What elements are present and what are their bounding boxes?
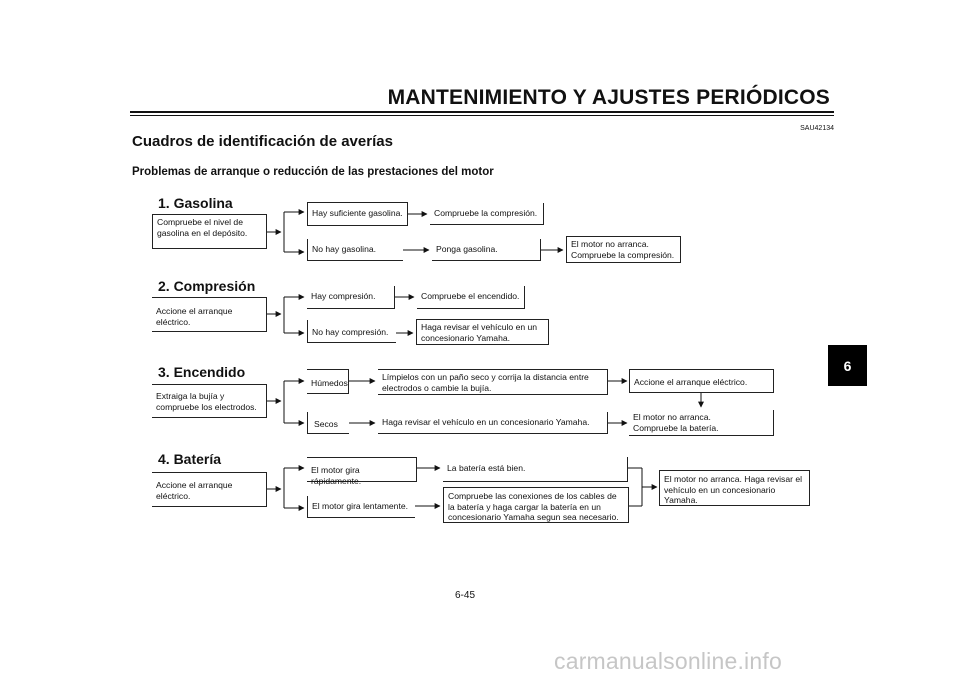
g3-start-box xyxy=(152,384,267,418)
g4-slow-next-line: la batería y haga cargar la batería en un xyxy=(448,501,601,512)
g2-start-line: eléctrico. xyxy=(156,316,191,327)
g4-fast-next-box xyxy=(443,457,628,482)
g3-dry-label: Secos xyxy=(314,419,338,429)
g4-slow-box xyxy=(307,496,415,518)
g1-no-box xyxy=(307,239,403,261)
g3-start-line: compruebe los electrodos. xyxy=(156,401,257,412)
section-title: Cuadros de identificación de averías xyxy=(132,133,393,150)
g3-wet-box xyxy=(307,369,349,394)
g4-start-line: Accione el arranque xyxy=(156,480,233,490)
g3-final-box xyxy=(629,410,774,436)
g2-start-line: Accione el arranque xyxy=(156,306,233,316)
g1-result-line: El motor no arranca. xyxy=(571,239,649,249)
g4-fast-next-label: La batería está bien. xyxy=(447,463,526,473)
g4-start-line: eléctrico. xyxy=(156,490,191,501)
g3-final-line: Compruebe la batería. xyxy=(633,422,719,433)
g4-result-box xyxy=(659,470,810,506)
g3-final-line: El motor no arranca. xyxy=(633,412,711,422)
g1-yes-next-label: Compruebe la compresión. xyxy=(434,208,538,218)
g4-result-line: Yamaha. xyxy=(664,495,698,505)
group-title-encendido: 3. Encendido xyxy=(158,364,246,380)
g3-wet-label: Húmedos xyxy=(311,378,348,388)
g2-no-next-line: concesionario Yamaha. xyxy=(421,332,511,343)
g1-start-box xyxy=(152,214,267,249)
g3-wet-result-label: Accione el arranque eléctrico. xyxy=(634,377,748,387)
g2-start-box xyxy=(152,297,267,332)
page-number: 6-45 xyxy=(455,590,476,601)
g1-yes-next-box xyxy=(430,203,544,225)
g3-wet-next-line: Límpielos con un paño seco y corrija la distancia entre xyxy=(382,372,589,382)
g1-no-next-box xyxy=(432,239,541,261)
g4-result-line: El motor no arranca. Haga revisar el xyxy=(664,474,803,484)
g4-slow-next-line: Compruebe las conexiones de los cables de xyxy=(448,491,617,501)
watermark: carmanualsonline.info xyxy=(554,648,782,674)
chapter-tab: 6 xyxy=(828,345,867,386)
g2-yes-label: Hay compresión. xyxy=(311,291,376,301)
g2-yes-next-label: Compruebe el encendido. xyxy=(421,291,520,301)
group-title-compresion: 2. Compresión xyxy=(158,278,256,294)
section-subtitle: Problemas de arranque o reducción de las prestaciones del motor xyxy=(132,166,494,178)
g4-fast-label: El motor gira rápidamente. xyxy=(311,465,362,486)
g3-start-line: Extraiga la bujía y xyxy=(156,391,225,401)
group-title-gasolina: 1. Gasolina xyxy=(158,195,233,211)
g2-no-label: No hay compresión. xyxy=(312,327,389,337)
g1-result-line: Compruebe la compresión. xyxy=(571,249,675,260)
g4-slow-next-line: concesionario Yamaha segun sea necesario. xyxy=(448,512,619,522)
reference-code: SAU42134 xyxy=(800,125,834,132)
g1-yes-label: Hay suficiente gasolina. xyxy=(312,208,403,218)
g3-dry-box xyxy=(307,412,349,434)
g1-start-line: gasolina en el depósito. xyxy=(157,227,248,238)
group-title-bateria: 4. Batería xyxy=(158,451,222,467)
g4-slow-label: El motor gira lentamente. xyxy=(312,501,409,511)
g4-slow-next-box xyxy=(443,487,629,523)
g3-wet-next-box xyxy=(378,369,608,395)
g2-no-box xyxy=(307,320,396,343)
g1-start-line: Compruebe el nivel de xyxy=(157,217,243,227)
chapter-title: MANTENIMIENTO Y AJUSTES PERIÓDICOS xyxy=(387,86,830,109)
g1-no-label: No hay gasolina. xyxy=(312,244,377,254)
g4-result-line: vehículo en un concesionario xyxy=(664,484,776,495)
g4-start-box xyxy=(152,472,267,507)
g3-wet-result-box xyxy=(629,369,774,393)
g3-dry-next-label: Haga revisar el vehículo en un concesionario Yamaha. xyxy=(382,417,590,427)
g1-no-next-label: Ponga gasolina. xyxy=(436,244,498,254)
g2-no-next-line: Haga revisar el vehículo en un xyxy=(421,322,538,332)
g4-fast-box xyxy=(307,457,417,486)
g3-dry-next-box xyxy=(378,412,608,434)
g3-wet-next-line: electrodos o cambie la bujía. xyxy=(382,382,492,393)
g1-yes-box xyxy=(307,202,408,226)
g2-yes-next-box xyxy=(417,286,525,309)
g2-yes-box xyxy=(307,286,395,309)
g2-no-next-box xyxy=(416,319,549,345)
g1-result-box xyxy=(566,236,681,263)
